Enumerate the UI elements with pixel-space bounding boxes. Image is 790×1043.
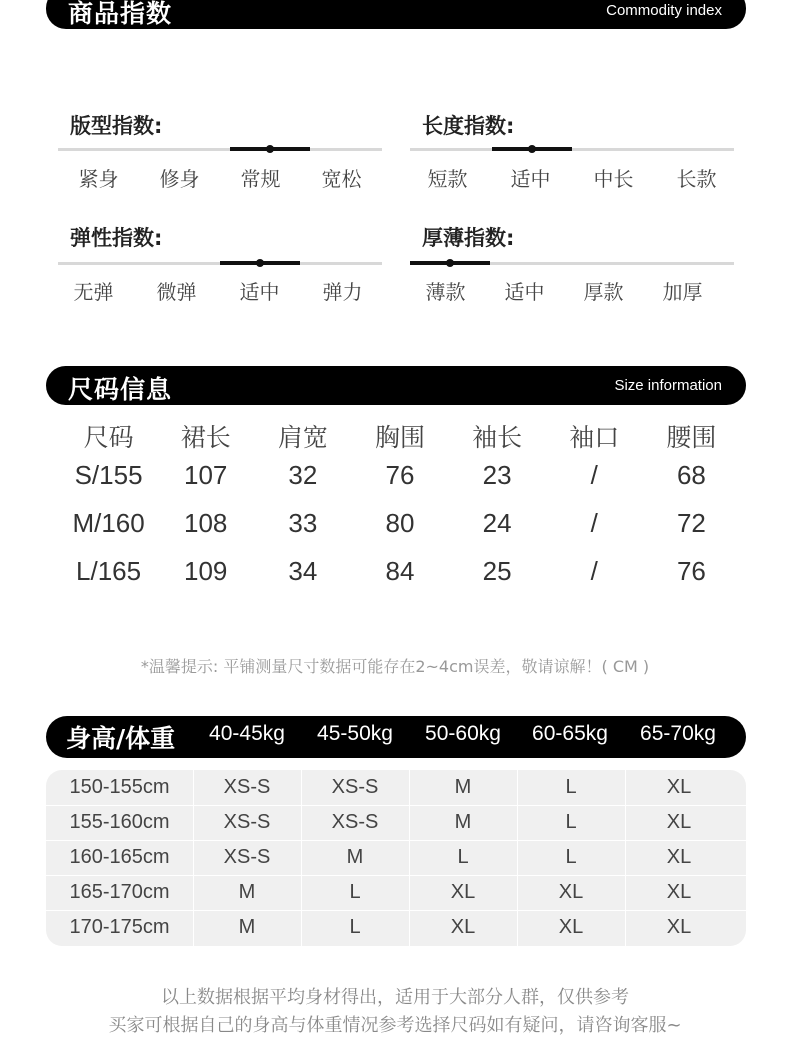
footer-note-line2: 买家可根据自己的身高与体重情况参考选择尺码如有疑问，请咨询客服~ xyxy=(108,1015,682,1036)
size-cell: 33 xyxy=(288,508,318,538)
length-option: 短款 xyxy=(427,167,468,191)
fit-index-options xyxy=(58,163,382,192)
weight-range-header: 45-50kg xyxy=(317,722,393,745)
size-col-header: 裙长 xyxy=(180,423,231,452)
length-option: 中长 xyxy=(593,167,634,191)
size-cell: S/155 xyxy=(74,460,143,490)
fit-option: 紧身 xyxy=(78,167,119,191)
size-table-header xyxy=(60,418,740,454)
size-recommendation-cell: XL xyxy=(558,916,584,938)
size-col-header: 尺码 xyxy=(83,423,134,452)
fit-option: 修身 xyxy=(159,167,200,191)
size-recommendation-cell: XL xyxy=(666,811,692,833)
thickness-index-marker xyxy=(446,259,454,267)
fit-option: 宽松 xyxy=(321,167,362,191)
size-cell: 72 xyxy=(676,508,706,538)
fit-index-label: 版型指数: xyxy=(70,114,163,138)
length-index-marker xyxy=(528,145,536,153)
grid-row-divider xyxy=(46,805,746,806)
size-recommendation-cell: XS-S xyxy=(331,776,379,798)
size-cell: 76 xyxy=(676,556,706,586)
grid-col-divider xyxy=(625,770,626,946)
size-recommendation-cell: XL xyxy=(558,881,584,903)
size-cell: 109 xyxy=(184,556,228,586)
grid-row-divider xyxy=(46,840,746,841)
thickness-index-options xyxy=(406,276,722,305)
thickness-option: 厚款 xyxy=(583,280,624,304)
stretch-index-marker xyxy=(256,259,264,267)
commodity-index-banner xyxy=(46,0,746,29)
size-cell: 107 xyxy=(184,460,228,490)
size-recommendation-cell: XS-S xyxy=(223,776,271,798)
size-recommendation-cell: L xyxy=(565,846,577,868)
stretch-option: 无弹 xyxy=(73,280,114,304)
hw-row xyxy=(46,875,746,910)
size-table-row xyxy=(60,556,740,587)
size-recommendation-cell: XS-S xyxy=(223,811,271,833)
size-recommendation-cell: XS-S xyxy=(223,846,271,868)
height-range-cell: 155-160cm xyxy=(69,811,170,833)
length-index-label: 长度指数: xyxy=(422,114,515,138)
hw-row xyxy=(46,910,746,945)
size-recommendation-cell: XL xyxy=(666,776,692,798)
thickness-index-track xyxy=(410,262,734,265)
size-col-header: 袖口 xyxy=(569,423,620,452)
size-recommendation-cell: L xyxy=(457,846,469,868)
height-range-cell: 170-175cm xyxy=(69,916,170,938)
stretch-option: 弹力 xyxy=(322,280,363,304)
commodity-index-title: 商品指数 xyxy=(68,0,173,28)
size-cell: 80 xyxy=(385,508,415,538)
height-range-cell: 150-155cm xyxy=(69,776,170,798)
stretch-option: 微弹 xyxy=(156,280,197,304)
thickness-option: 加厚 xyxy=(662,280,703,304)
size-cell: 24 xyxy=(482,508,512,538)
size-info-banner xyxy=(46,366,746,405)
weight-range-header: 60-65kg xyxy=(532,722,608,745)
size-table-row xyxy=(60,460,740,491)
size-info-title: 尺码信息 xyxy=(68,375,173,404)
fit-option-selected: 常规 xyxy=(240,167,281,191)
size-recommendation-cell: L xyxy=(565,776,577,798)
size-cell: 32 xyxy=(288,460,318,490)
size-recommendation-cell: M xyxy=(454,811,472,833)
grid-col-divider xyxy=(517,770,518,946)
size-col-header: 胸围 xyxy=(374,423,425,452)
size-recommendation-cell: L xyxy=(349,916,361,938)
size-recommendation-cell: XS-S xyxy=(331,811,379,833)
size-cell: 84 xyxy=(385,556,415,586)
height-weight-grid xyxy=(46,770,746,946)
grid-row-divider xyxy=(46,875,746,876)
height-weight-banner xyxy=(46,716,746,758)
height-weight-title: 身高/体重 xyxy=(66,724,176,753)
size-cell: 68 xyxy=(676,460,706,490)
thickness-option: 适中 xyxy=(504,280,545,304)
size-cell: / xyxy=(590,508,598,538)
thickness-index-label: 厚薄指数: xyxy=(422,226,515,250)
size-col-header: 肩宽 xyxy=(277,423,328,452)
size-recommendation-cell: XL xyxy=(450,916,476,938)
size-recommendation-cell: M xyxy=(454,776,472,798)
size-recommendation-cell: XL xyxy=(666,916,692,938)
grid-row-divider xyxy=(46,910,746,911)
size-table-row xyxy=(60,508,740,539)
grid-col-divider xyxy=(301,770,302,946)
size-cell: / xyxy=(590,556,598,586)
weight-range-header: 50-60kg xyxy=(425,722,501,745)
size-cell: 108 xyxy=(184,508,228,538)
length-option: 长款 xyxy=(676,167,717,191)
stretch-index-label: 弹性指数: xyxy=(70,226,163,250)
size-cell: 76 xyxy=(385,460,415,490)
grid-col-divider xyxy=(409,770,410,946)
size-recommendation-cell: XL xyxy=(450,881,476,903)
size-recommendation-cell: M xyxy=(346,846,364,868)
length-index-options xyxy=(406,163,738,192)
stretch-option-selected: 适中 xyxy=(239,280,280,304)
measurement-tip: *温馨提示: 平铺测量尺寸数据可能存在2~4cm误差，敬请谅解！( CM ) xyxy=(140,657,650,676)
size-cell: L/165 xyxy=(76,556,142,586)
size-cell: M/160 xyxy=(72,508,145,538)
thickness-option-selected: 薄款 xyxy=(425,280,466,304)
size-recommendation-cell: XL xyxy=(666,881,692,903)
size-cell: 23 xyxy=(482,460,512,490)
size-cell: 25 xyxy=(482,556,512,586)
size-recommendation-cell: M xyxy=(238,881,256,903)
size-recommendation-cell: XL xyxy=(666,846,692,868)
size-col-header: 腰围 xyxy=(666,423,717,452)
size-recommendation-cell: M xyxy=(238,916,256,938)
size-col-header: 袖长 xyxy=(472,423,523,452)
size-info-subtitle: Size information xyxy=(614,377,722,394)
footer-note-line1: 以上数据根据平均身材得出，适用于大部分人群，仅供参考 xyxy=(161,987,629,1008)
weight-range-header: 40-45kg xyxy=(209,722,285,745)
height-range-cell: 165-170cm xyxy=(69,881,170,903)
fit-index-marker xyxy=(266,145,274,153)
weight-range-header: 65-70kg xyxy=(640,722,716,745)
hw-row xyxy=(46,805,746,840)
size-cell: / xyxy=(590,460,598,490)
grid-col-divider xyxy=(193,770,194,946)
size-cell: 34 xyxy=(288,556,318,586)
hw-row xyxy=(46,840,746,875)
commodity-index-subtitle: Commodity index xyxy=(606,2,722,19)
size-recommendation-cell: L xyxy=(349,881,361,903)
hw-row xyxy=(46,770,746,805)
stretch-index-track xyxy=(58,262,382,265)
fit-index-track xyxy=(58,148,382,151)
stretch-index-options xyxy=(52,276,384,305)
height-range-cell: 160-165cm xyxy=(69,846,170,868)
length-index-track xyxy=(410,148,734,151)
length-option-selected: 适中 xyxy=(510,167,551,191)
size-recommendation-cell: L xyxy=(565,811,577,833)
